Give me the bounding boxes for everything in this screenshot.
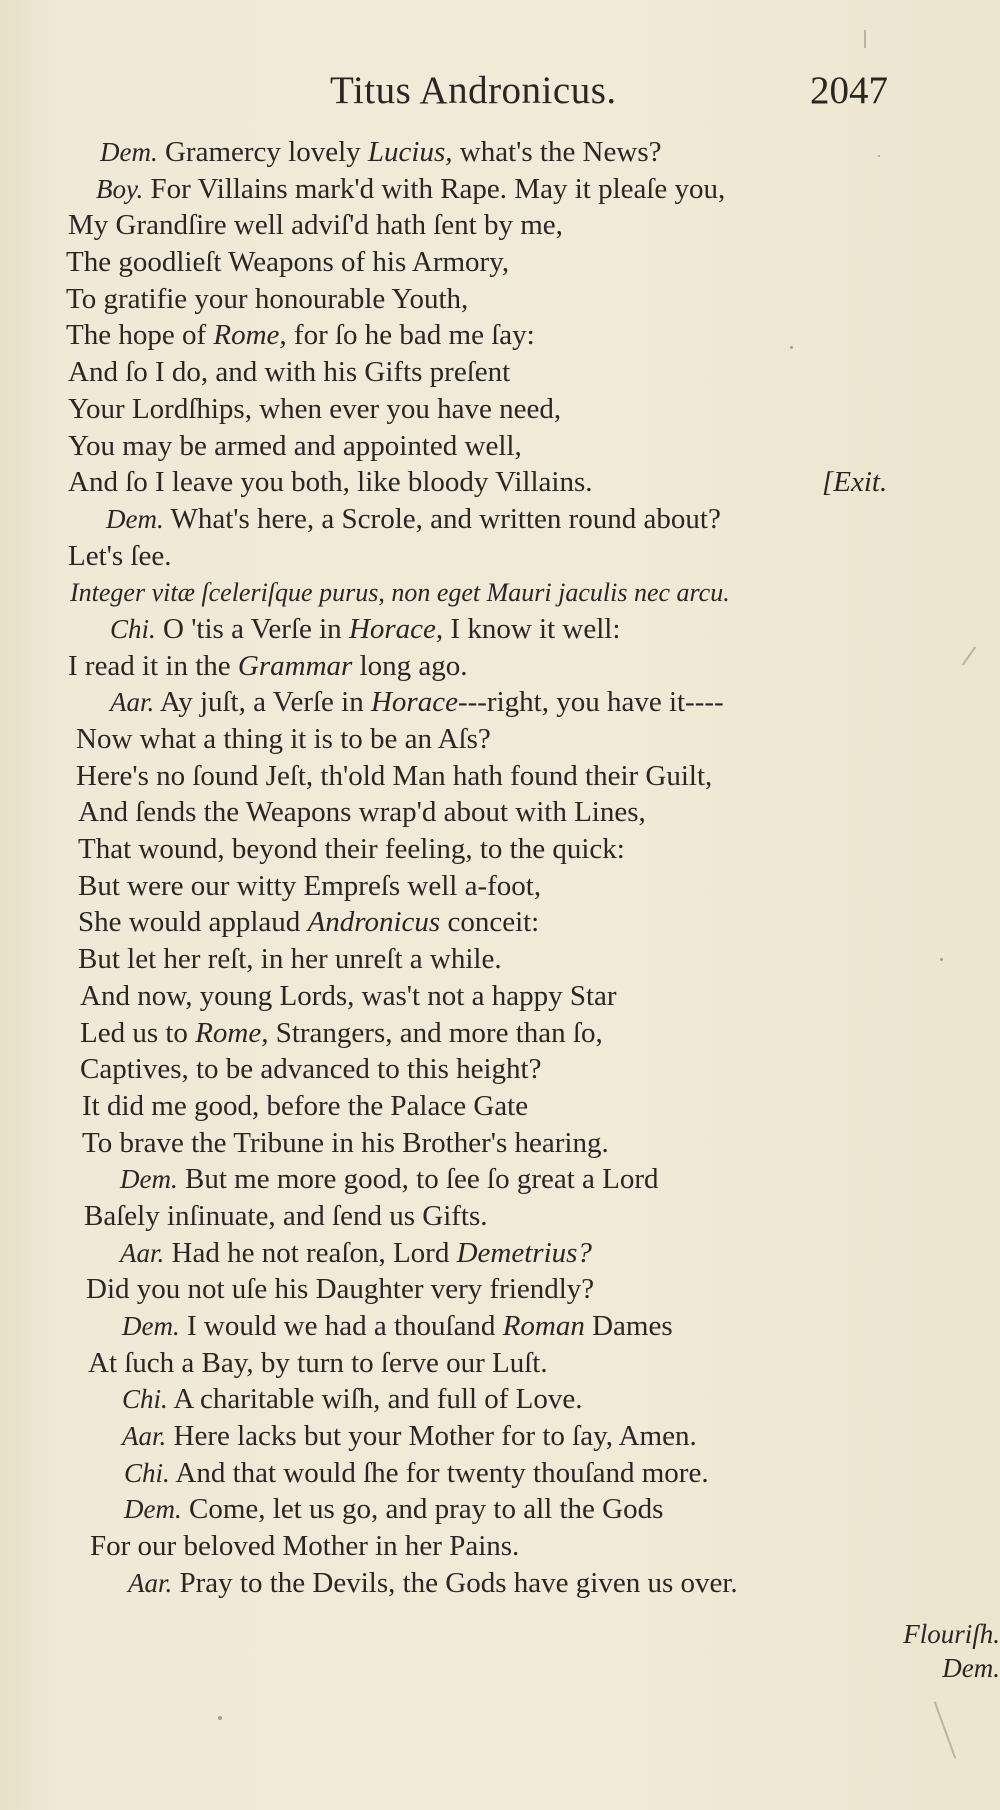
line-text: To gratifie your honourable Youth, xyxy=(66,282,469,315)
text-line xyxy=(0,1161,1000,1198)
text-line xyxy=(0,978,1000,1015)
speaker-name: Aar. xyxy=(122,1421,167,1452)
line-text: But were our witty Empreſs well a-foot, xyxy=(78,869,542,902)
page-number: 2047 xyxy=(810,69,888,112)
italic-name: Demetrius? xyxy=(456,1236,592,1269)
text-line xyxy=(0,1235,1000,1272)
italic-name: Lucius, xyxy=(367,136,453,168)
line-text: My Grandſire well adviſ'd hath ſent by me, xyxy=(68,209,563,242)
line-text: And that would ſhe for twenty thouſand more. xyxy=(169,1456,709,1489)
text-line xyxy=(0,1308,1000,1345)
text-line xyxy=(0,244,1000,281)
text-line xyxy=(0,831,1000,868)
line-text: what's the News? xyxy=(452,136,662,168)
paper-speck xyxy=(878,155,880,157)
italic-name: Horace, xyxy=(348,612,444,645)
italic-name: Horace xyxy=(370,686,458,719)
text-line xyxy=(0,207,1000,244)
text-line xyxy=(0,464,1000,501)
text-line xyxy=(0,794,1000,831)
paper-speck xyxy=(790,346,793,349)
running-title: Titus Andronicus. xyxy=(330,69,617,112)
catchword: Dem. xyxy=(942,1653,1000,1683)
text-line xyxy=(0,1345,1000,1382)
line-text: I read it in the xyxy=(68,649,238,682)
line-text: Your Lordſhips, when ever you have need, xyxy=(68,392,562,425)
line-text: conceit: xyxy=(440,906,540,939)
line-text: The goodlieſt Weapons of his Armory, xyxy=(66,246,510,279)
page-header xyxy=(0,68,1000,128)
line-text: A charitable wiſh, and full of Love. xyxy=(167,1383,583,1416)
italic-name: Rome, xyxy=(195,1016,269,1049)
text-line xyxy=(0,1418,1000,1455)
line-text: Pray to the Devils, the Gods have given us over. xyxy=(172,1566,738,1599)
line-text: She would applaud xyxy=(78,906,308,939)
line-text: But me more good, to ſee ſo great a Lord xyxy=(177,1163,659,1196)
italic-name: Roman xyxy=(502,1310,585,1342)
line-text: Here's no ſound Jeſt, th'old Man hath found their Guilt, xyxy=(76,759,713,792)
line-text: And now, young Lords, was't not a happy Star xyxy=(80,979,617,1012)
line-text: At ſuch a Bay, by turn to ſerve our Luſt. xyxy=(88,1346,548,1379)
text-line xyxy=(0,1088,1000,1125)
line-text: You may be armed and appointed well, xyxy=(68,429,522,462)
text-line xyxy=(0,391,1000,428)
text-line xyxy=(0,868,1000,905)
text-line xyxy=(0,538,1000,575)
text-line xyxy=(0,648,1000,685)
text-line xyxy=(0,758,1000,795)
line-text: I would we had a thouſand xyxy=(179,1310,503,1342)
speaker-name: Chi. xyxy=(110,613,156,644)
stage-direction-flourish: Flouriſh. xyxy=(903,1619,1000,1649)
speaker-name: Dem. xyxy=(120,1164,178,1195)
text-line xyxy=(0,281,1000,318)
text-line xyxy=(0,1015,1000,1052)
text-line xyxy=(0,1271,1000,1308)
text-line xyxy=(0,134,1000,171)
paper-mark xyxy=(864,30,866,48)
speaker-name: Dem. xyxy=(100,137,158,167)
text-line xyxy=(0,1455,1000,1492)
text-line xyxy=(0,684,1000,721)
speaker-name: Dem. xyxy=(122,1311,180,1341)
line-text: Strangers, and more than ſo, xyxy=(268,1016,603,1049)
line-text: Baſely inſinuate, and ſend us Gifts. xyxy=(84,1199,488,1232)
line-text: Did you not uſe his Daughter very friendly? xyxy=(86,1273,595,1306)
text-line xyxy=(0,721,1000,758)
line-text: And ſo I do, and with his Gifts preſent xyxy=(68,356,511,389)
text-line xyxy=(0,1198,1000,1235)
speaker-name: Boy. xyxy=(96,173,144,204)
line-text: Now what a thing it is to be an Aſs? xyxy=(76,723,491,755)
line-text: Captives, to be advanced to this height? xyxy=(80,1053,542,1086)
line-text: That wound, beyond their feeling, to the quick: xyxy=(78,833,625,866)
line-text: Had he not reaſon, Lord xyxy=(164,1236,457,1269)
line-text: for ſo he bad me ſay: xyxy=(286,319,535,352)
speaker-name: Dem. xyxy=(106,503,164,534)
text-line xyxy=(0,1125,1000,1162)
latin-verse: Integer vitæ ſceleriſque purus, non eget Mauri jaculis nec arcu. xyxy=(70,578,730,608)
paper-speck xyxy=(940,958,943,961)
text-line xyxy=(0,501,1000,538)
speaker-name: Chi. xyxy=(122,1384,168,1415)
line-text: O 'tis a Verſe in xyxy=(155,612,349,645)
text-line xyxy=(0,354,1000,391)
line-text: Dames xyxy=(584,1310,673,1342)
play-text xyxy=(0,134,1000,1602)
line-text: ---right, you have it---- xyxy=(457,686,724,719)
line-text: Gramercy lovely xyxy=(157,136,368,168)
line-text: And ſo I leave you both, like bloody Villains. xyxy=(68,466,593,499)
paper-speck xyxy=(218,1716,222,1720)
paper-mark xyxy=(934,1701,956,1758)
speaker-name: Chi. xyxy=(124,1457,170,1488)
text-line xyxy=(0,1528,1000,1565)
italic-name: Grammar xyxy=(237,649,353,682)
text-line xyxy=(0,611,1000,648)
line-text: And ſends the Weapons wrap'd about with Lines, xyxy=(78,796,646,829)
line-text: For Villains mark'd with Rape. May it pleaſe you, xyxy=(143,172,726,205)
text-line xyxy=(0,1565,1000,1602)
line-text: For our beloved Mother in her Pains. xyxy=(90,1530,520,1563)
text-line xyxy=(0,574,1000,611)
text-line xyxy=(0,428,1000,465)
text-line xyxy=(0,941,1000,978)
italic-name: Rome, xyxy=(213,319,287,352)
line-text: Led us to xyxy=(80,1016,196,1049)
speaker-name: Aar. xyxy=(120,1237,165,1268)
text-line xyxy=(0,904,1000,941)
line-text: It did me good, before the Palace Gate xyxy=(82,1089,529,1122)
text-line xyxy=(0,1381,1000,1418)
italic-name: Andronicus xyxy=(307,906,441,939)
text-line xyxy=(0,171,1000,208)
line-text: To brave the Tribune in his Brother's hearing. xyxy=(82,1126,609,1159)
speaker-name: Aar. xyxy=(110,687,155,718)
line-text: Here lacks but your Mother for to ſay, Amen. xyxy=(166,1420,697,1453)
stage-direction-exit: [Exit. xyxy=(822,466,888,499)
line-text: Let's ſee. xyxy=(68,539,172,572)
line-text: What's here, a Scrole, and written round about? xyxy=(163,502,721,535)
line-text: But let her reſt, in her unreſt a while. xyxy=(78,943,502,976)
line-text: The hope of xyxy=(66,319,214,352)
line-text: long ago. xyxy=(352,649,468,682)
text-line xyxy=(0,1051,1000,1088)
line-text: Come, let us go, and pray to all the Gods xyxy=(181,1493,664,1526)
speaker-name: Aar. xyxy=(128,1567,173,1598)
speaker-name: Dem. xyxy=(124,1494,182,1525)
line-text: I know it well: xyxy=(443,612,621,645)
text-line xyxy=(0,1491,1000,1528)
line-text: Ay juſt, a Verſe in xyxy=(154,686,371,719)
text-line xyxy=(0,317,1000,354)
